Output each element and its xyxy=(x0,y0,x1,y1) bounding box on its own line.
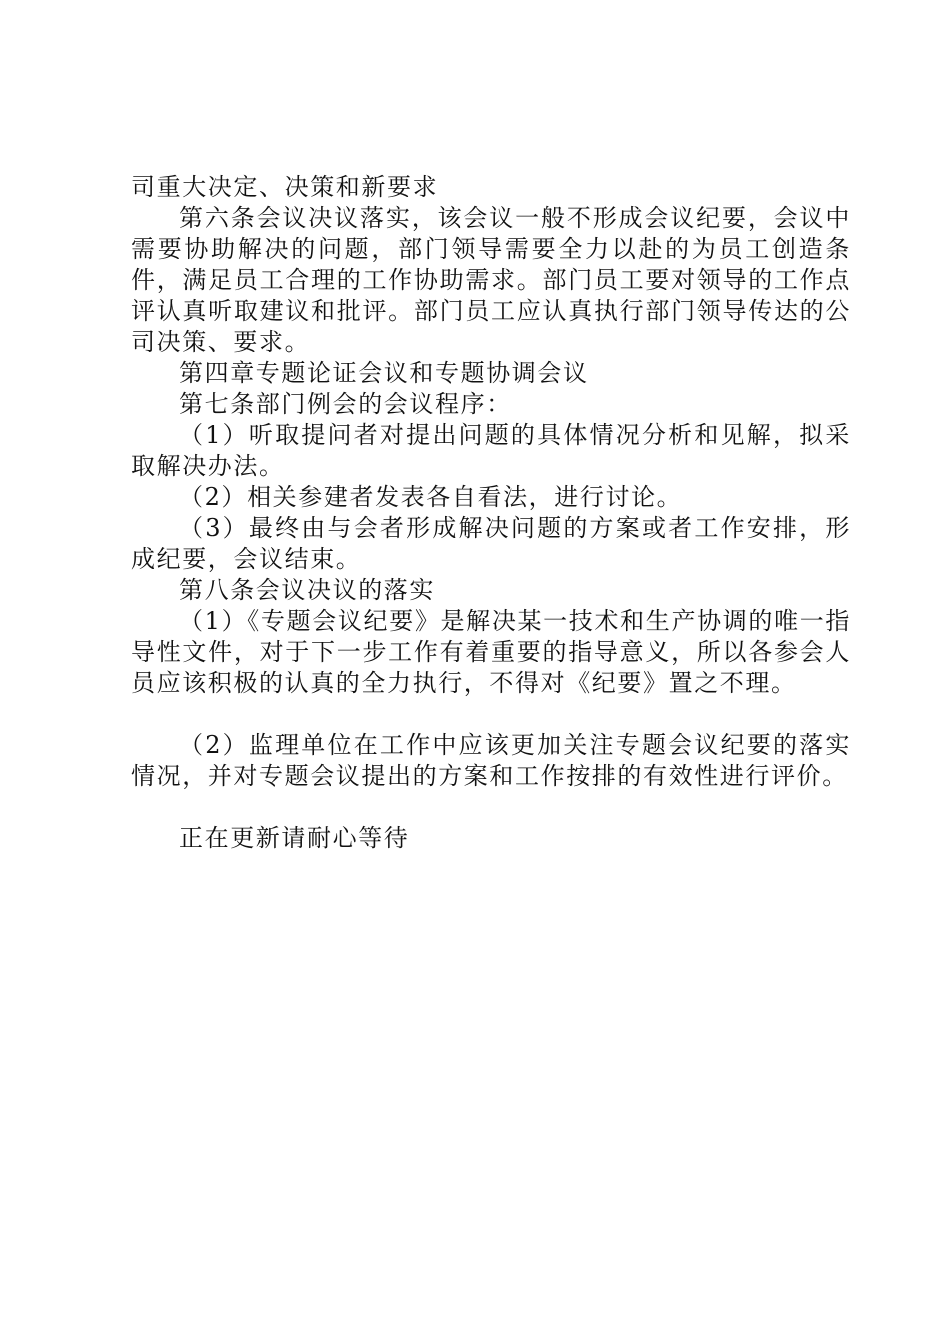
status-message: 正在更新请耐心等待 xyxy=(179,824,410,852)
list-item-7-3: （3）最终由与会者形成解决问题的方案或者工作安排，形成纪要，会议结束。 xyxy=(131,514,851,573)
paragraph-continuation: 司重大决定、决策和新要求 xyxy=(131,173,439,201)
list-item-8-1: （1）《专题会议纪要》是解决某一技术和生产协调的唯一指导性文件，对于下一步工作有着重要的指导意义，所以各参会人员应该积极的认真的全力执行，不得对《纪要》置之不理。 xyxy=(131,607,851,697)
paragraph-article-6: 第六条会议决议落实，该会议一般不形成会议纪要，会议中需要协助解决的问题，部门领导需要全力以赴的为员工创造条件，满足员工合理的工作协助需求。部门员工要对领导的工作点评认真听取建议和批评。部门员工应认真执行部门领导传达的公司决策、要求。 xyxy=(131,204,851,356)
paragraph-article-7: 第七条部门例会的会议程序： xyxy=(179,390,512,418)
list-item-7-1: （1）听取提问者对提出问题的具体情况分析和见解，拟采取解决办法。 xyxy=(131,421,851,480)
paragraph-article-8: 第八条会议决议的落实 xyxy=(179,576,435,604)
list-item-7-2: （2）相关参建者发表各自看法，进行讨论。 xyxy=(179,483,683,511)
list-item-8-2: （2）监理单位在工作中应该更加关注专题会议纪要的落实情况，并对专题会议提出的方案和工作按排的有效性进行评价。 xyxy=(131,731,851,790)
chapter-heading-4: 第四章专题论证会议和专题协调会议 xyxy=(179,359,589,387)
document-body xyxy=(131,172,851,854)
